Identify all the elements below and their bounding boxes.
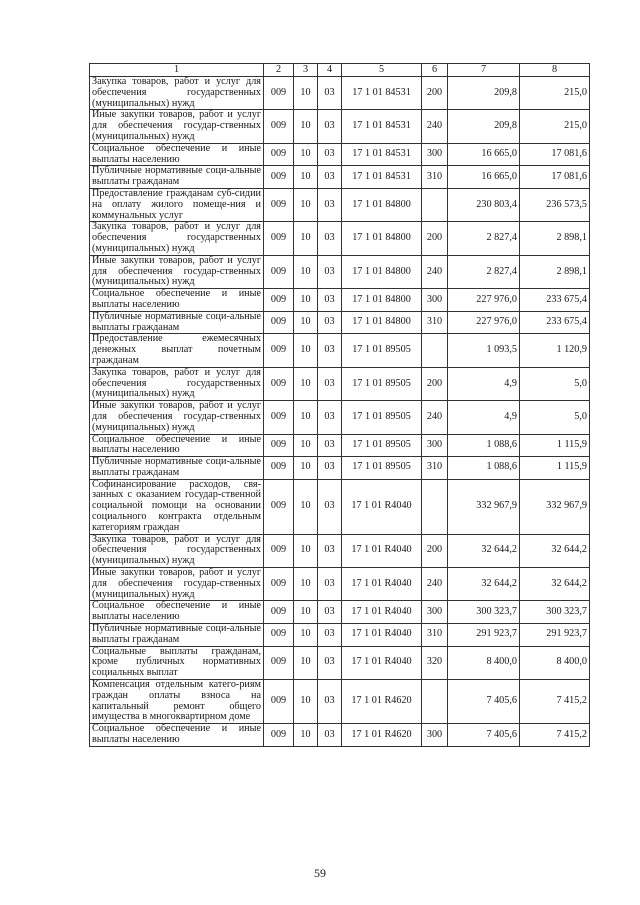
table-row xyxy=(90,367,590,400)
expense-type-cell: 200 xyxy=(422,77,448,110)
table-row xyxy=(90,479,590,534)
ministry-code-cell: 009 xyxy=(264,434,294,457)
section-code-cell: 10 xyxy=(294,646,318,679)
ministry-code-cell: 009 xyxy=(264,724,294,747)
row-name-cell: Публичные нормативные соци-альные выплаты гражданам xyxy=(90,311,264,334)
table-row xyxy=(90,680,590,724)
subsection-code-cell: 03 xyxy=(318,534,342,567)
amount-year1-cell: 332 967,9 xyxy=(448,479,520,534)
header-cell: 1 xyxy=(90,64,264,77)
amount-year1-cell: 32 644,2 xyxy=(448,534,520,567)
expense-type-cell: 240 xyxy=(422,401,448,434)
header-cell: 4 xyxy=(318,64,342,77)
section-code-cell: 10 xyxy=(294,334,318,367)
amount-year1-cell: 2 827,4 xyxy=(448,255,520,288)
expense-type-cell xyxy=(422,479,448,534)
target-article-cell: 17 1 01 84800 xyxy=(342,188,422,221)
table-row xyxy=(90,222,590,255)
target-article-cell: 17 1 01 84800 xyxy=(342,289,422,312)
amount-year1-cell: 230 803,4 xyxy=(448,188,520,221)
section-code-cell: 10 xyxy=(294,188,318,221)
expense-type-cell: 240 xyxy=(422,255,448,288)
section-code-cell: 10 xyxy=(294,311,318,334)
amount-year2-cell: 32 644,2 xyxy=(520,534,590,567)
subsection-code-cell: 03 xyxy=(318,680,342,724)
header-cell: 8 xyxy=(520,64,590,77)
row-name-cell: Закупка товаров, работ и услуг для обеспечения государственных (муниципальных) нужд xyxy=(90,367,264,400)
section-code-cell: 10 xyxy=(294,434,318,457)
row-name-cell: Социальное обеспечение и иные выплаты населению xyxy=(90,143,264,166)
amount-year1-cell: 7 405,6 xyxy=(448,680,520,724)
table-row xyxy=(90,143,590,166)
section-code-cell: 10 xyxy=(294,534,318,567)
amount-year1-cell: 209,8 xyxy=(448,77,520,110)
table-row xyxy=(90,534,590,567)
row-name-cell: Социальное обеспечение и иные выплаты населению xyxy=(90,289,264,312)
amount-year2-cell: 17 081,6 xyxy=(520,143,590,166)
ministry-code-cell: 009 xyxy=(264,334,294,367)
table-row xyxy=(90,166,590,189)
table-header xyxy=(90,64,590,77)
table-row xyxy=(90,624,590,647)
table-row xyxy=(90,457,590,480)
amount-year2-cell: 233 675,4 xyxy=(520,289,590,312)
row-name-cell: Закупка товаров, работ и услуг для обеспечения государственных (муниципальных) нужд xyxy=(90,222,264,255)
subsection-code-cell: 03 xyxy=(318,434,342,457)
header-cell: 2 xyxy=(264,64,294,77)
subsection-code-cell: 03 xyxy=(318,568,342,601)
row-name-cell: Социальное обеспечение и иные выплаты населению xyxy=(90,601,264,624)
target-article-cell: 17 1 01 89505 xyxy=(342,367,422,400)
target-article-cell: 17 1 01 R4040 xyxy=(342,534,422,567)
ministry-code-cell: 009 xyxy=(264,255,294,288)
expense-type-cell: 200 xyxy=(422,534,448,567)
amount-year1-cell: 300 323,7 xyxy=(448,601,520,624)
row-name-cell: Иные закупки товаров, работ и услуг для обеспечения государ-ственных (муниципальных) нужд xyxy=(90,110,264,143)
table-row xyxy=(90,255,590,288)
ministry-code-cell: 009 xyxy=(264,624,294,647)
ministry-code-cell: 009 xyxy=(264,367,294,400)
ministry-code-cell: 009 xyxy=(264,143,294,166)
row-name-cell: Предоставление гражданам суб-сидии на оплату жилого помеще-ния и коммунальных услуг xyxy=(90,188,264,221)
ministry-code-cell: 009 xyxy=(264,457,294,480)
section-code-cell: 10 xyxy=(294,166,318,189)
amount-year1-cell: 4,9 xyxy=(448,401,520,434)
table-row xyxy=(90,334,590,367)
section-code-cell: 10 xyxy=(294,367,318,400)
target-article-cell: 17 1 01 84800 xyxy=(342,255,422,288)
ministry-code-cell: 009 xyxy=(264,401,294,434)
amount-year1-cell: 227 976,0 xyxy=(448,289,520,312)
section-code-cell: 10 xyxy=(294,601,318,624)
table-row xyxy=(90,110,590,143)
ministry-code-cell: 009 xyxy=(264,534,294,567)
amount-year1-cell: 227 976,0 xyxy=(448,311,520,334)
expense-type-cell: 240 xyxy=(422,568,448,601)
amount-year2-cell: 233 675,4 xyxy=(520,311,590,334)
expense-type-cell: 310 xyxy=(422,457,448,480)
row-name-cell: Компенсация отдельным катего-риям граждан оплаты взноса на капитальный ремонт общего имущества в многоквартирном доме xyxy=(90,680,264,724)
section-code-cell: 10 xyxy=(294,479,318,534)
expense-type-cell: 310 xyxy=(422,624,448,647)
expense-type-cell: 300 xyxy=(422,724,448,747)
target-article-cell: 17 1 01 84531 xyxy=(342,166,422,189)
amount-year1-cell: 2 827,4 xyxy=(448,222,520,255)
table-row xyxy=(90,289,590,312)
subsection-code-cell: 03 xyxy=(318,110,342,143)
row-name-cell: Софинансирование расходов, свя-занных с оказанием государ-ственной социальной помощи на основании социального контракта отдельным категориям граждан xyxy=(90,479,264,534)
amount-year2-cell: 5,0 xyxy=(520,367,590,400)
amount-year2-cell: 5,0 xyxy=(520,401,590,434)
section-code-cell: 10 xyxy=(294,110,318,143)
subsection-code-cell: 03 xyxy=(318,401,342,434)
row-name-cell: Социальные выплаты гражданам, кроме публичных нормативных социальных выплат xyxy=(90,646,264,679)
table-row xyxy=(90,601,590,624)
ministry-code-cell: 009 xyxy=(264,188,294,221)
section-code-cell: 10 xyxy=(294,222,318,255)
expense-type-cell: 300 xyxy=(422,143,448,166)
header-cell: 3 xyxy=(294,64,318,77)
row-name-cell: Иные закупки товаров, работ и услуг для обеспечения государ-ственных (муниципальных) нужд xyxy=(90,401,264,434)
header-cell: 5 xyxy=(342,64,422,77)
subsection-code-cell: 03 xyxy=(318,479,342,534)
ministry-code-cell: 009 xyxy=(264,289,294,312)
row-name-cell: Предоставление ежемесячных денежных выплат почетным гражданам xyxy=(90,334,264,367)
ministry-code-cell: 009 xyxy=(264,311,294,334)
expense-type-cell xyxy=(422,334,448,367)
page-number: 59 xyxy=(314,866,326,880)
amount-year1-cell: 291 923,7 xyxy=(448,624,520,647)
ministry-code-cell: 009 xyxy=(264,568,294,601)
expense-type-cell: 310 xyxy=(422,311,448,334)
table-row xyxy=(90,646,590,679)
table-row xyxy=(90,77,590,110)
subsection-code-cell: 03 xyxy=(318,77,342,110)
row-name-cell: Публичные нормативные соци-альные выплаты гражданам xyxy=(90,166,264,189)
amount-year2-cell: 7 415,2 xyxy=(520,724,590,747)
amount-year1-cell: 1 093,5 xyxy=(448,334,520,367)
target-article-cell: 17 1 01 89505 xyxy=(342,457,422,480)
header-cell: 6 xyxy=(422,64,448,77)
subsection-code-cell: 03 xyxy=(318,188,342,221)
amount-year2-cell: 332 967,9 xyxy=(520,479,590,534)
target-article-cell: 17 1 01 R4040 xyxy=(342,624,422,647)
target-article-cell: 17 1 01 R4040 xyxy=(342,646,422,679)
row-name-cell: Закупка товаров, работ и услуг для обеспечения государственных (муниципальных) нужд xyxy=(90,77,264,110)
expense-type-cell: 320 xyxy=(422,646,448,679)
amount-year2-cell: 1 115,9 xyxy=(520,434,590,457)
target-article-cell: 17 1 01 R4040 xyxy=(342,601,422,624)
amount-year2-cell: 8 400,0 xyxy=(520,646,590,679)
target-article-cell: 17 1 01 R4620 xyxy=(342,724,422,747)
table-row xyxy=(90,568,590,601)
row-name-cell: Публичные нормативные соци-альные выплаты гражданам xyxy=(90,624,264,647)
expense-type-cell: 240 xyxy=(422,110,448,143)
amount-year2-cell: 215,0 xyxy=(520,77,590,110)
target-article-cell: 17 1 01 84531 xyxy=(342,77,422,110)
expense-type-cell xyxy=(422,680,448,724)
amount-year2-cell: 1 115,9 xyxy=(520,457,590,480)
section-code-cell: 10 xyxy=(294,680,318,724)
amount-year1-cell: 8 400,0 xyxy=(448,646,520,679)
row-name-cell: Закупка товаров, работ и услуг для обеспечения государственных (муниципальных) нужд xyxy=(90,534,264,567)
subsection-code-cell: 03 xyxy=(318,143,342,166)
header-cell: 7 xyxy=(448,64,520,77)
ministry-code-cell: 009 xyxy=(264,601,294,624)
subsection-code-cell: 03 xyxy=(318,255,342,288)
amount-year2-cell: 32 644,2 xyxy=(520,568,590,601)
row-name-cell: Иные закупки товаров, работ и услуг для обеспечения государ-ственных (муниципальных) нужд xyxy=(90,568,264,601)
subsection-code-cell: 03 xyxy=(318,289,342,312)
amount-year2-cell: 2 898,1 xyxy=(520,255,590,288)
ministry-code-cell: 009 xyxy=(264,680,294,724)
subsection-code-cell: 03 xyxy=(318,166,342,189)
expense-type-cell: 310 xyxy=(422,166,448,189)
amount-year2-cell: 300 323,7 xyxy=(520,601,590,624)
section-code-cell: 10 xyxy=(294,724,318,747)
subsection-code-cell: 03 xyxy=(318,457,342,480)
table-row xyxy=(90,311,590,334)
table-row xyxy=(90,434,590,457)
expense-type-cell: 200 xyxy=(422,222,448,255)
subsection-code-cell: 03 xyxy=(318,367,342,400)
table-row xyxy=(90,401,590,434)
ministry-code-cell: 009 xyxy=(264,77,294,110)
amount-year2-cell: 291 923,7 xyxy=(520,624,590,647)
target-article-cell: 17 1 01 84800 xyxy=(342,311,422,334)
target-article-cell: 17 1 01 R4040 xyxy=(342,479,422,534)
subsection-code-cell: 03 xyxy=(318,724,342,747)
row-name-cell: Социальное обеспечение и иные выплаты населению xyxy=(90,434,264,457)
row-name-cell: Иные закупки товаров, работ и услуг для обеспечения государ-ственных (муниципальных) нужд xyxy=(90,255,264,288)
target-article-cell: 17 1 01 89505 xyxy=(342,334,422,367)
amount-year2-cell: 2 898,1 xyxy=(520,222,590,255)
target-article-cell: 17 1 01 89505 xyxy=(342,434,422,457)
amount-year1-cell: 4,9 xyxy=(448,367,520,400)
expense-type-cell: 200 xyxy=(422,367,448,400)
amount-year1-cell: 16 665,0 xyxy=(448,143,520,166)
expense-type-cell: 300 xyxy=(422,601,448,624)
table-row xyxy=(90,724,590,747)
target-article-cell: 17 1 01 84531 xyxy=(342,143,422,166)
subsection-code-cell: 03 xyxy=(318,334,342,367)
table-body xyxy=(90,77,590,747)
header-row xyxy=(90,64,590,77)
section-code-cell: 10 xyxy=(294,255,318,288)
ministry-code-cell: 009 xyxy=(264,479,294,534)
subsection-code-cell: 03 xyxy=(318,624,342,647)
row-name-cell: Социальное обеспечение и иные выплаты населению xyxy=(90,724,264,747)
target-article-cell: 17 1 01 84531 xyxy=(342,110,422,143)
target-article-cell: 17 1 01 R4620 xyxy=(342,680,422,724)
ministry-code-cell: 009 xyxy=(264,166,294,189)
amount-year1-cell: 1 088,6 xyxy=(448,434,520,457)
ministry-code-cell: 009 xyxy=(264,646,294,679)
section-code-cell: 10 xyxy=(294,77,318,110)
amount-year1-cell: 1 088,6 xyxy=(448,457,520,480)
amount-year1-cell: 32 644,2 xyxy=(448,568,520,601)
amount-year2-cell: 1 120,9 xyxy=(520,334,590,367)
section-code-cell: 10 xyxy=(294,457,318,480)
amount-year2-cell: 236 573,5 xyxy=(520,188,590,221)
section-code-cell: 10 xyxy=(294,401,318,434)
subsection-code-cell: 03 xyxy=(318,311,342,334)
amount-year1-cell: 209,8 xyxy=(448,110,520,143)
amount-year2-cell: 17 081,6 xyxy=(520,166,590,189)
expense-type-cell xyxy=(422,188,448,221)
amount-year2-cell: 7 415,2 xyxy=(520,680,590,724)
budget-table xyxy=(89,63,590,747)
target-article-cell: 17 1 01 84800 xyxy=(342,222,422,255)
section-code-cell: 10 xyxy=(294,624,318,647)
target-article-cell: 17 1 01 R4040 xyxy=(342,568,422,601)
ministry-code-cell: 009 xyxy=(264,222,294,255)
row-name-cell: Публичные нормативные соци-альные выплаты гражданам xyxy=(90,457,264,480)
amount-year1-cell: 16 665,0 xyxy=(448,166,520,189)
subsection-code-cell: 03 xyxy=(318,646,342,679)
subsection-code-cell: 03 xyxy=(318,601,342,624)
section-code-cell: 10 xyxy=(294,289,318,312)
expense-type-cell: 300 xyxy=(422,434,448,457)
expense-type-cell: 300 xyxy=(422,289,448,312)
target-article-cell: 17 1 01 89505 xyxy=(342,401,422,434)
ministry-code-cell: 009 xyxy=(264,110,294,143)
amount-year1-cell: 7 405,6 xyxy=(448,724,520,747)
table-row xyxy=(90,188,590,221)
subsection-code-cell: 03 xyxy=(318,222,342,255)
section-code-cell: 10 xyxy=(294,143,318,166)
amount-year2-cell: 215,0 xyxy=(520,110,590,143)
section-code-cell: 10 xyxy=(294,568,318,601)
